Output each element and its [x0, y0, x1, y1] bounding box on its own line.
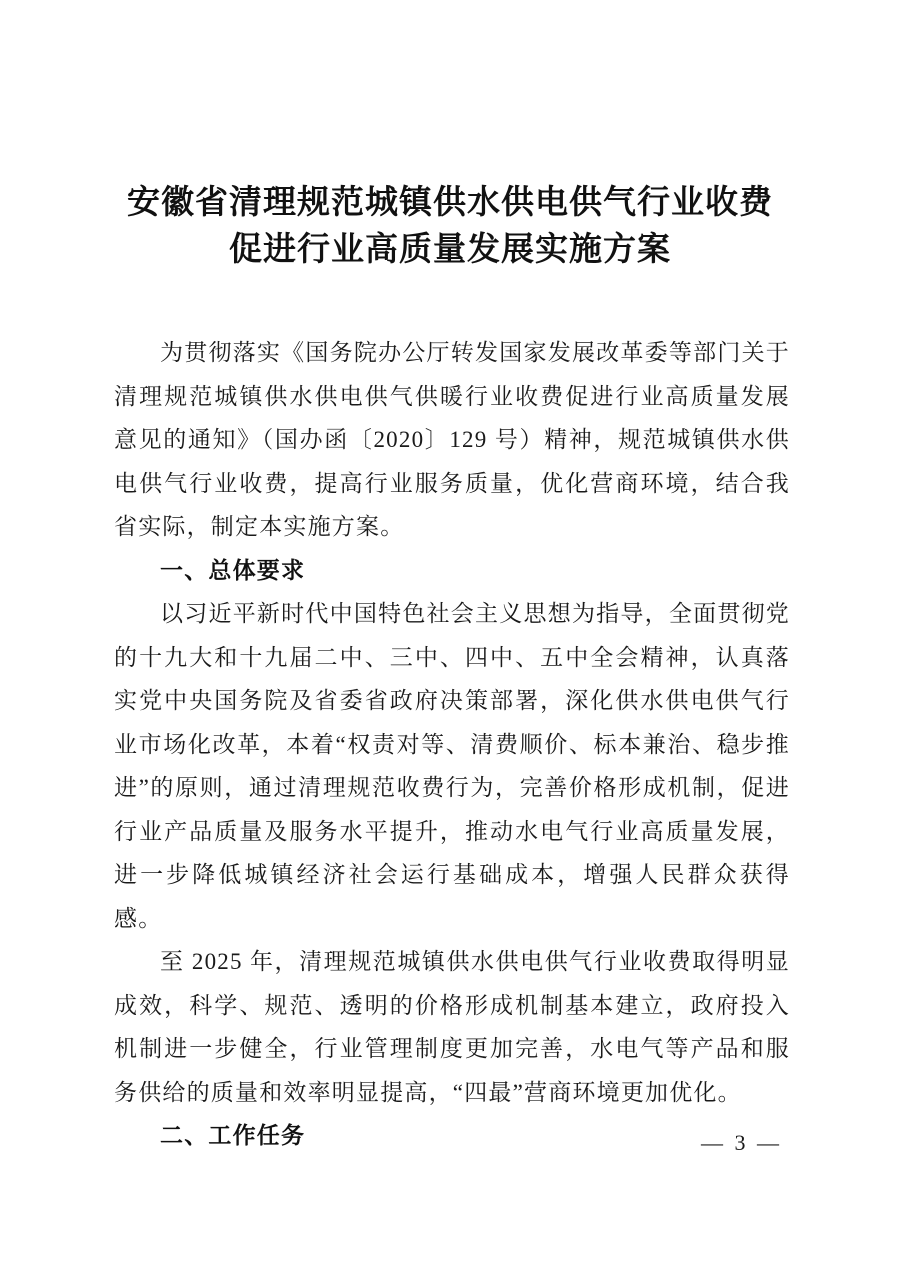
- document-body: [114, 331, 790, 1158]
- section-heading-overall-requirements: 一、总体要求: [160, 556, 306, 583]
- page-number: — 3 —: [701, 1130, 782, 1155]
- section-heading-work-tasks: 二、工作任务: [160, 1122, 306, 1148]
- page-footer: [701, 1130, 782, 1156]
- document-title: [80, 180, 820, 274]
- paragraph-2025-goals: 至 2025 年，清理规范城镇供水供电供气行业收费取得明显成效，科学、规范、透明的价格形成机制基本建立，政府投入机制进一步健全，行业管理制度更加完善，水电气等产品和服务供给的质量和效率明显提高，“四最”营商环境更加优化。: [114, 949, 790, 1105]
- title-line-1: 安徽省清理规范城镇供水供电供气行业收费: [127, 185, 773, 221]
- paragraph-intro: 为贯彻落实《国务院办公厅转发国家发展改革委等部门关于清理规范城镇供水供电供气供暖行业收费促进行业高质量发展意见的通知》（国办函〔2020〕129 号）精神，规范城镇供水供电供气行业收费，提高行业服务质量，优化营商环境，结合我省实际，制定本实施方案。: [114, 340, 790, 539]
- paragraph-guiding-ideology: 以习近平新时代中国特色社会主义思想为指导，全面贯彻党的十九大和十九届二中、三中、四中、五中全会精神，认真落实党中央国务院及省委省政府决策部署，深化供水供电供气行业市场化改革，本着“权责对等、清费顺价、标本兼治、稳步推进”的原则，通过清理规范收费行为，完善价格形成机制，促进行业产品质量及服务水平提升，推动水电气行业高质量发展，进一步降低城镇经济社会运行基础成本，增强人民群众获得感。: [114, 601, 790, 931]
- title-line-2: 促进行业高质量发展实施方案: [229, 232, 671, 268]
